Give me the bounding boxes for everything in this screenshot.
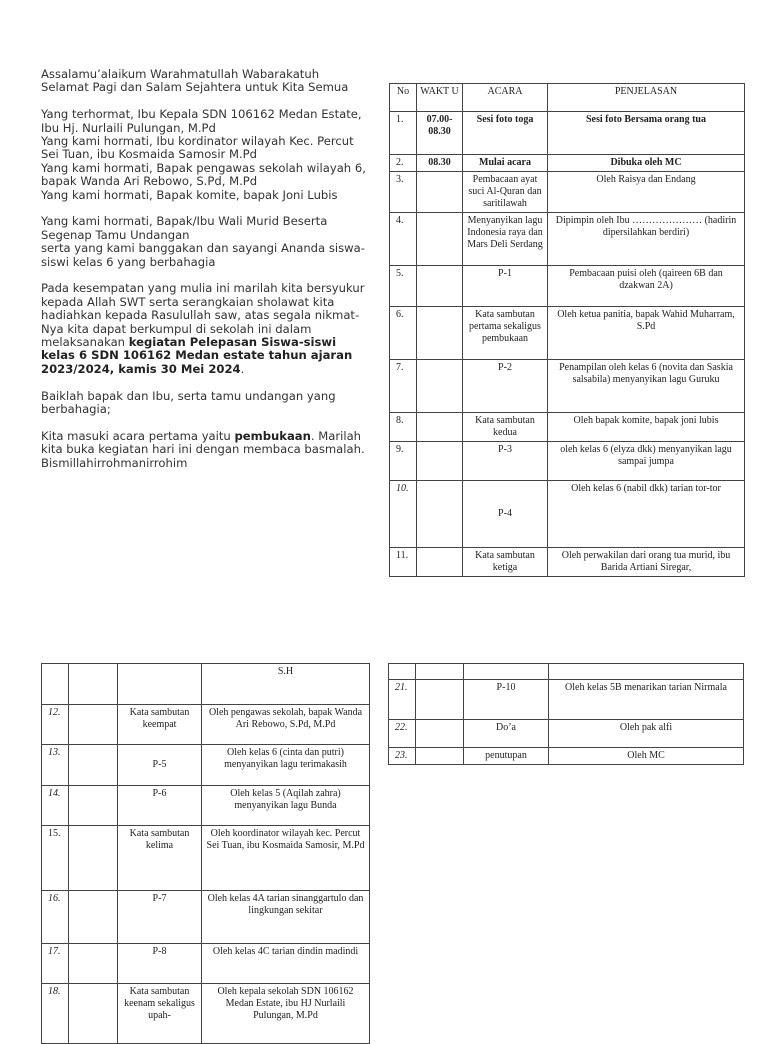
text-line: Yang kami hormati, Ibu kordinator wilayah Kec. Percut [41,134,354,149]
cell-waktu [417,266,463,307]
table-row [42,745,370,786]
cell-no: 18. [42,984,69,1044]
cell-waktu [69,891,118,944]
cell-waktu [416,664,464,680]
header-penjelasan: PENJELASAN [548,84,745,112]
cell-penjelasan: Dipimpin oleh Ibu ………………… (hadirin dipersilahkan berdiri) [548,213,745,266]
text-line: Selamat Pagi dan Salam Sejahtera untuk Kita Semua [41,80,349,95]
cell-waktu [69,984,118,1044]
cell-penjelasan: S.H [202,664,370,705]
table-row [389,664,744,680]
cell-penjelasan: Oleh pengawas sekolah, bapak Wanda Ari Rebowo, S.Pd, M.Pd [202,705,370,745]
cell-acara [464,664,549,680]
cell-waktu [417,360,463,413]
cell-no: 7. [390,360,417,413]
cell-acara: Pembacaan ayat suci Al-Quran dan saritilawah [463,172,548,213]
cell-no: 1. [390,112,417,155]
cell-no: 10. [390,481,417,548]
text-line: Ibu Hj. Nurlaili Pulungan, M.Pd [41,120,216,135]
cell-no: 21. [389,680,416,720]
cell-penjelasan: Oleh ketua panitia, bapak Wahid Muharram, S.Pd [548,307,745,360]
cell-penjelasan: Oleh kelas 4A tarian sinanggartulo dan lingkungan sekitar [202,891,370,944]
cell-penjelasan: Oleh bapak komite, bapak joni lubis [548,413,745,442]
cell-no: 4. [390,213,417,266]
text-line [41,336,373,349]
cell-penjelasan: Oleh MC [549,748,744,765]
cell-acara: Do’a [464,720,549,748]
cell-waktu [417,548,463,577]
cell-penjelasan: Dibuka oleh MC [548,155,745,172]
text-segment: Kita masuki acara pertama yaitu [41,428,235,443]
cell-waktu [417,213,463,266]
table-row [389,720,744,748]
cell-acara: P-2 [463,360,548,413]
header-no: No [390,84,417,112]
text-line: Yang kami hormati, Bapak/Ibu Wali Murid Beserta [41,214,328,229]
cell-waktu [69,745,118,786]
text-line: Segenap Tamu Undangan [41,227,190,242]
cell-no: 16. [42,891,69,944]
cell-no: 22. [389,720,416,748]
text-line: Nya kita dapat berkumpul di sekolah ini dalam [41,321,312,336]
table-row [42,705,370,745]
cell-no: 5. [390,266,417,307]
table-row [390,213,745,266]
cell-waktu [417,442,463,481]
cell-waktu [417,172,463,213]
cell-acara: P-6 [118,786,202,826]
text-line: bapak Wanda Ari Rebowo, S.Pd, M.Pd [41,174,258,189]
text-line: serta yang kami banggakan dan sayangi Ananda siswa- [41,241,365,256]
text-line: Bismillahirrohmanirrohim [41,455,188,470]
cell-no: 13. [42,745,69,786]
text-line: Yang kami hormati, Bapak komite, bapak Joni Lubis [41,187,338,202]
table-row [390,481,745,548]
event-date-bold: 2023/2024, kamis 30 Mei 2024 [41,361,241,376]
cell-penjelasan: Oleh perwakilan dari orang tua murid, ibu Barida Artiani Siregar, [548,548,745,577]
table-row [389,748,744,765]
text-line [41,349,373,362]
cell-penjelasan: oleh kelas 6 (elyza dkk) menyanyikan lagu sampai jumpa [548,442,745,481]
table-row [390,360,745,413]
honored-guests-paragraph [41,108,373,202]
cell-no: 15. [42,826,69,891]
schedule-table-part-2 [41,663,370,1044]
cell-acara: Menyanyikan lagu Indonesia raya dan Mars Deli Serdang [463,213,548,266]
text-line: kepada Allah SWT serta serangkaian sholawat kita [41,294,335,309]
parents-paragraph [41,215,373,269]
cell-acara: Kata sambutan kelima [118,826,202,891]
cell-waktu [416,720,464,748]
table-row [42,984,370,1044]
text-line: Yang kami hormati, Bapak pengawas sekolah wilayah 6, [41,160,366,175]
text-segment: . Marilah [310,428,362,443]
event-name-bold: kegiatan Pelepasan Siswa-siswi [128,335,337,350]
text-line: Sei Tuan, ibu Kosmaida Samosir M.Pd [41,147,258,162]
cell-waktu [416,680,464,720]
opening-greeting [41,68,373,95]
table-row [42,944,370,984]
cell-no [42,664,69,705]
text-line: Pada kesempatan yang mulia ini marilah kita bersyukur [41,281,365,296]
cell-no: 11. [390,548,417,577]
text-line: Baiklah bapak dan Ibu, serta tamu undangan yang [41,388,336,403]
table-row [390,548,745,577]
header-acara: ACARA [463,84,548,112]
cell-acara: Kata sambutan keenam sekaligus upah- [118,984,202,1044]
welcome-paragraph [41,390,373,417]
cell-acara: Kata sambutan ketiga [463,548,548,577]
cell-no [389,664,416,680]
cell-acara: Mulai acara [463,155,548,172]
cell-penjelasan: Oleh kelas 6 (cinta dan putri) menyanyikan lagu terimakasih [202,745,370,786]
cell-penjelasan: Oleh kepala sekolah SDN 106162 Medan Estate, ibu HJ Nurlaili Pulungan, M.Pd [202,984,370,1044]
text-line: hadiahkan kepada Rasulullah saw, atas segala nikmat- [41,308,360,323]
cell-no: 8. [390,413,417,442]
cell-penjelasan: Oleh Raisya dan Endang [548,172,745,213]
table-row [42,891,370,944]
table-row [42,826,370,891]
table-row [390,413,745,442]
cell-penjelasan [549,664,744,680]
cell-waktu: 08.30 [417,155,463,172]
cell-no: 14. [42,786,69,826]
table-row [389,680,744,720]
cell-waktu [69,786,118,826]
cell-penjelasan: Penampilan oleh kelas 6 (novita dan Saskia salsabila) menyanyikan lagu Guruku [548,360,745,413]
table-header-row [390,84,745,112]
cell-penjelasan: Oleh pak alfi [549,720,744,748]
cell-waktu [69,944,118,984]
cell-no: 2. [390,155,417,172]
cell-penjelasan: Oleh kelas 5B menarikan tarian Nirmala [549,680,744,720]
cell-waktu [417,481,463,548]
cell-acara: Kata sambutan keempat [118,705,202,745]
opening-bold: pembukaan [234,428,311,443]
cell-waktu [69,664,118,705]
text-line: berbahagia; [41,402,111,417]
cell-waktu [417,307,463,360]
cell-waktu [416,748,464,765]
text-segment: . [240,361,245,376]
cell-waktu: 07.00- 08.30 [417,112,463,155]
event-name-bold: kelas 6 SDN 106162 Medan estate tahun ajaran [41,348,353,363]
cell-acara: P-1 [463,266,548,307]
text-segment: melaksanakan [41,335,129,350]
table-row [390,172,745,213]
cell-waktu [69,705,118,745]
table-row [390,155,745,172]
cell-penjelasan: Oleh koordinator wilayah kec. Percut Sei Tuan, ibu Kosmaida Samosir, M.Pd [202,826,370,891]
cell-acara: Sesi foto toga [463,112,548,155]
cell-penjelasan: Sesi foto Bersama orang tua [548,112,745,155]
cell-acara: P-4 [463,481,548,548]
table-row [390,112,745,155]
table-row [390,266,745,307]
text-line: siswi kelas 6 yang berbahagia [41,254,216,269]
table-row [390,442,745,481]
gratitude-paragraph [41,282,373,376]
text-line: Yang terhormat, Ibu Kepala SDN 106162 Medan Estate, [41,107,362,122]
schedule-table-part-1 [389,83,745,577]
cell-penjelasan: Oleh kelas 4C tarian dindin madindi [202,944,370,984]
cell-acara [118,664,202,705]
cell-penjelasan: Oleh kelas 6 (nabil dkk) tarian tor-tor [548,481,745,548]
cell-no: 17. [42,944,69,984]
table-row [42,786,370,826]
cell-no: 12. [42,705,69,745]
table-row [42,664,370,705]
text-line [41,363,373,376]
cell-penjelasan: Oleh kelas 5 (Aqilah zahra) menyanyikan lagu Bunda [202,786,370,826]
cell-acara: P-5 [118,745,202,786]
table-row [390,307,745,360]
text-line: Assalamu’alaikum Warahmatullah Wabarakatuh [41,67,320,81]
cell-no: 9. [390,442,417,481]
cell-acara: P-7 [118,891,202,944]
cell-waktu [69,826,118,891]
cell-acara: P-10 [464,680,549,720]
cell-no: 23. [389,748,416,765]
cell-acara: Kata sambutan kedua [463,413,548,442]
cell-acara: P-8 [118,944,202,984]
text-line [41,430,373,443]
cell-penjelasan: Pembacaan puisi oleh (qaireen 6B dan dzakwan 2A) [548,266,745,307]
cell-no: 6. [390,307,417,360]
header-waktu: WAKT U [417,84,463,112]
cell-acara: penutupan [464,748,549,765]
cell-no: 3. [390,172,417,213]
cell-acara: Kata sambutan pertama sekaligus pembukaan [463,307,548,360]
text-line: kita buka kegiatan hari ini dengan membaca basmalah. [41,442,365,457]
cell-acara: P-3 [463,442,548,481]
schedule-table-part-3 [388,663,744,765]
mc-script-text [41,68,373,484]
opening-paragraph [41,430,373,470]
cell-waktu [417,413,463,442]
